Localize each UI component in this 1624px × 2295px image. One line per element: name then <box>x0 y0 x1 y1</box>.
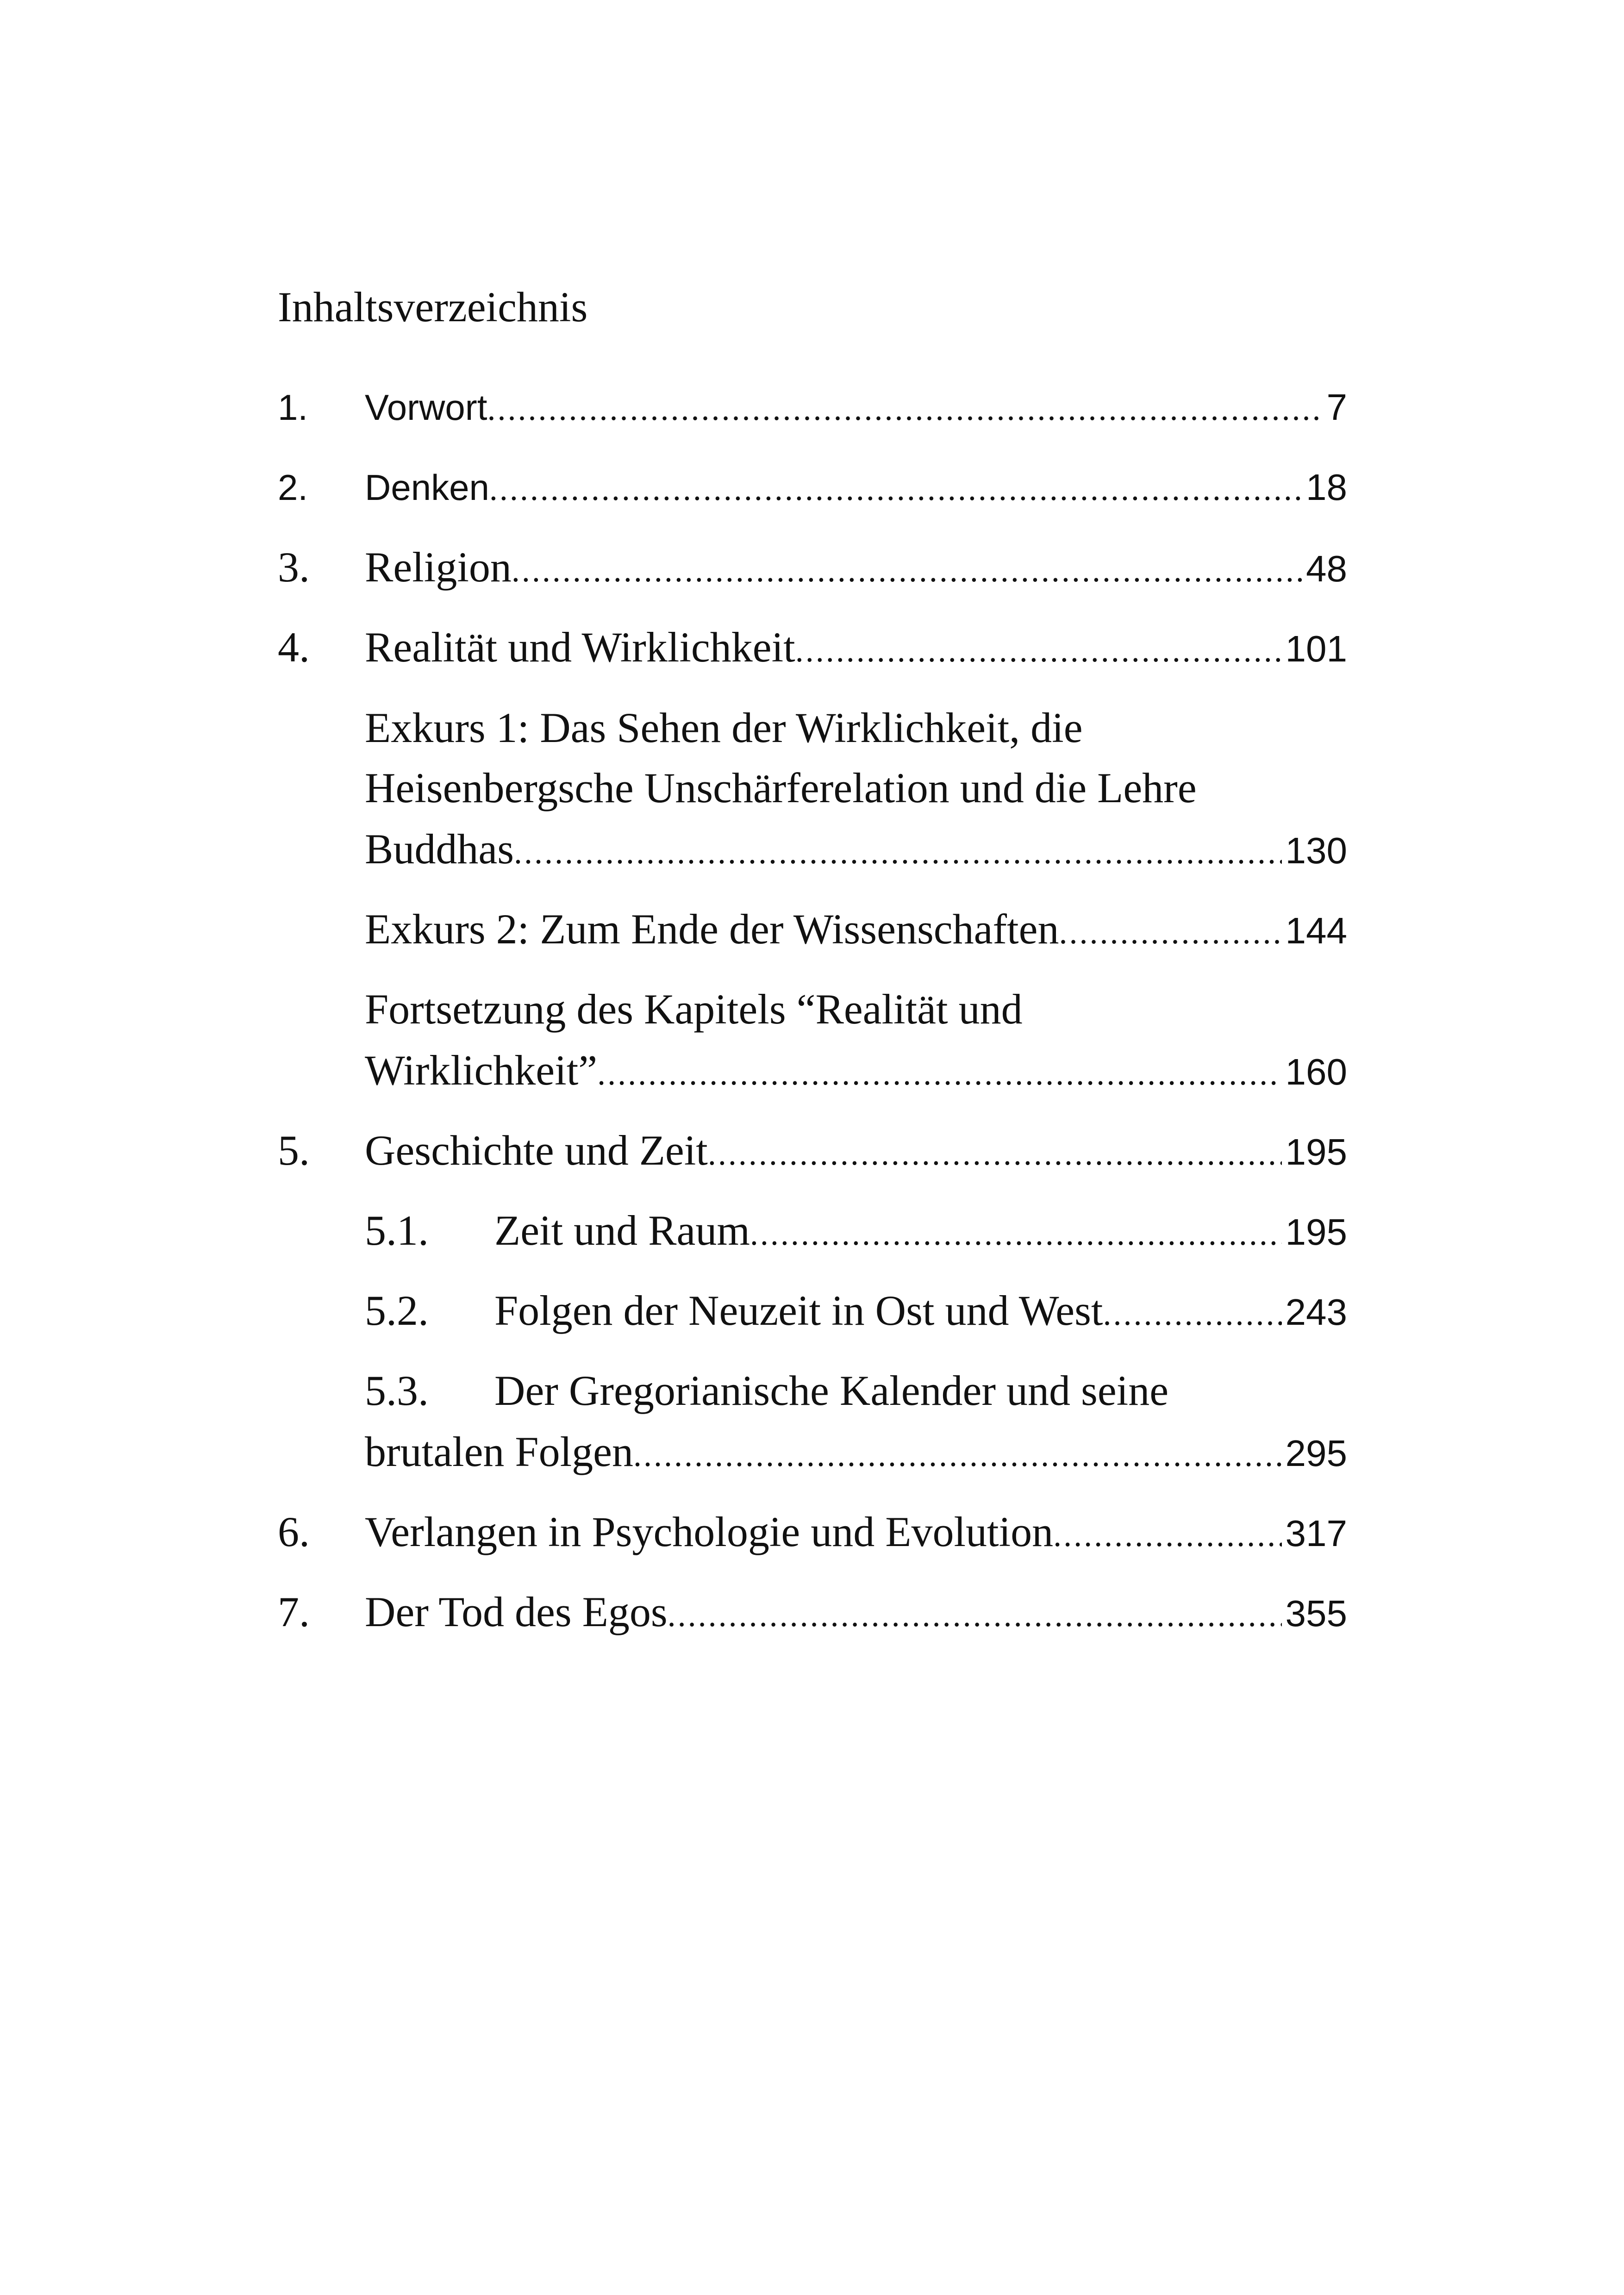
toc-title-line-2: brutalen Folgen <box>365 1428 633 1475</box>
dot-leader <box>1053 1505 1281 1562</box>
toc-page-number: 160 <box>1285 1051 1347 1092</box>
toc-entry-realitaet[interactable] <box>278 617 1347 677</box>
toc-entry-religion[interactable] <box>278 537 1347 597</box>
dot-leader <box>487 379 1323 437</box>
toc-entry-geschichte[interactable] <box>278 1120 1347 1180</box>
toc-page-number: 195 <box>1285 1131 1347 1172</box>
toc-title: Verlangen in Psychologie und Evolution <box>365 1508 1054 1555</box>
toc-number: 1. <box>278 387 308 428</box>
toc-number: 6. <box>278 1508 310 1555</box>
toc-entry-denken[interactable] <box>278 457 1347 518</box>
dot-leader <box>750 1204 1282 1260</box>
toc-entry-tod-des-egos[interactable] <box>278 1582 1347 1642</box>
toc-page-number: 101 <box>1285 628 1347 669</box>
toc-page-number: 295 <box>1285 1433 1347 1474</box>
dot-leader <box>708 1123 1282 1180</box>
toc-title-line-1: Der Gregorianische Kalender und seine <box>494 1367 1169 1414</box>
toc-entry-fortsetzung[interactable] <box>278 979 1347 1104</box>
toc-page-number: 195 <box>1285 1211 1347 1253</box>
toc-page-number: 7 <box>1326 387 1347 428</box>
dot-leader <box>512 540 1302 597</box>
toc-page-number: 355 <box>1285 1593 1347 1634</box>
toc-page-number: 144 <box>1285 910 1347 951</box>
dot-leader <box>633 1425 1282 1482</box>
dot-leader <box>489 459 1302 518</box>
toc-title-line-1: Exkurs 1: Das Sehen der Wirklichkeit, die <box>365 704 1083 751</box>
toc-number: 4. <box>278 624 310 671</box>
toc-title: Folgen der Neuzeit in Ost und West <box>494 1287 1103 1334</box>
toc-number: 3. <box>278 543 310 591</box>
toc-entry-verlangen[interactable] <box>278 1502 1347 1562</box>
page-title: Inhaltsverzeichnis <box>278 283 588 331</box>
toc-number: 7. <box>278 1588 310 1635</box>
toc-title-line-2: Heisenbergsche Unschärferelation und die Lehre <box>365 764 1197 811</box>
toc-title-line-3: Buddhas <box>365 825 514 873</box>
toc-title: Realität und Wirklichkeit <box>365 624 795 671</box>
toc-title: Exkurs 2: Zum Ende der Wissenschaften <box>365 905 1059 953</box>
toc-entry-gregorianischer-kalender[interactable] <box>278 1360 1347 1485</box>
toc-number: 5.2. <box>365 1287 429 1334</box>
toc-page-number: 18 <box>1306 467 1347 508</box>
toc-title-line-1: Fortsetzung des Kapitels “Realität und <box>365 985 1023 1033</box>
toc-entry-exkurs-2[interactable] <box>278 899 1347 959</box>
toc-entry-folgen-der-neuzeit[interactable] <box>278 1280 1347 1341</box>
toc-page-number: 243 <box>1285 1291 1347 1333</box>
toc-title: Denken <box>365 467 489 508</box>
toc-page-number: 130 <box>1285 830 1347 871</box>
toc-entry-exkurs-1[interactable] <box>278 698 1347 883</box>
dot-leader <box>1059 902 1281 959</box>
dot-leader <box>668 1585 1282 1642</box>
toc-title-line-2: Wirklichkeit” <box>365 1047 598 1094</box>
dot-leader <box>1103 1284 1281 1341</box>
toc-title: Der Tod des Egos <box>365 1588 668 1635</box>
toc-title: Vorwort <box>365 387 487 428</box>
toc-number: 5.1. <box>365 1207 429 1254</box>
toc-number: 5.3. <box>365 1367 429 1414</box>
toc-number: 2. <box>278 467 308 508</box>
toc-number: 5. <box>278 1127 310 1174</box>
dot-leader <box>597 1043 1281 1100</box>
toc-title: Zeit und Raum <box>494 1207 750 1254</box>
toc-page-number: 317 <box>1285 1513 1347 1554</box>
toc-title: Geschichte und Zeit <box>365 1127 708 1174</box>
toc-entry-zeit-und-raum[interactable] <box>278 1200 1347 1260</box>
dot-leader <box>514 822 1282 879</box>
toc-page-number: 48 <box>1306 548 1347 589</box>
toc-title: Religion <box>365 543 512 591</box>
dot-leader <box>795 620 1282 677</box>
toc-entry-vorwort[interactable] <box>278 377 1347 437</box>
